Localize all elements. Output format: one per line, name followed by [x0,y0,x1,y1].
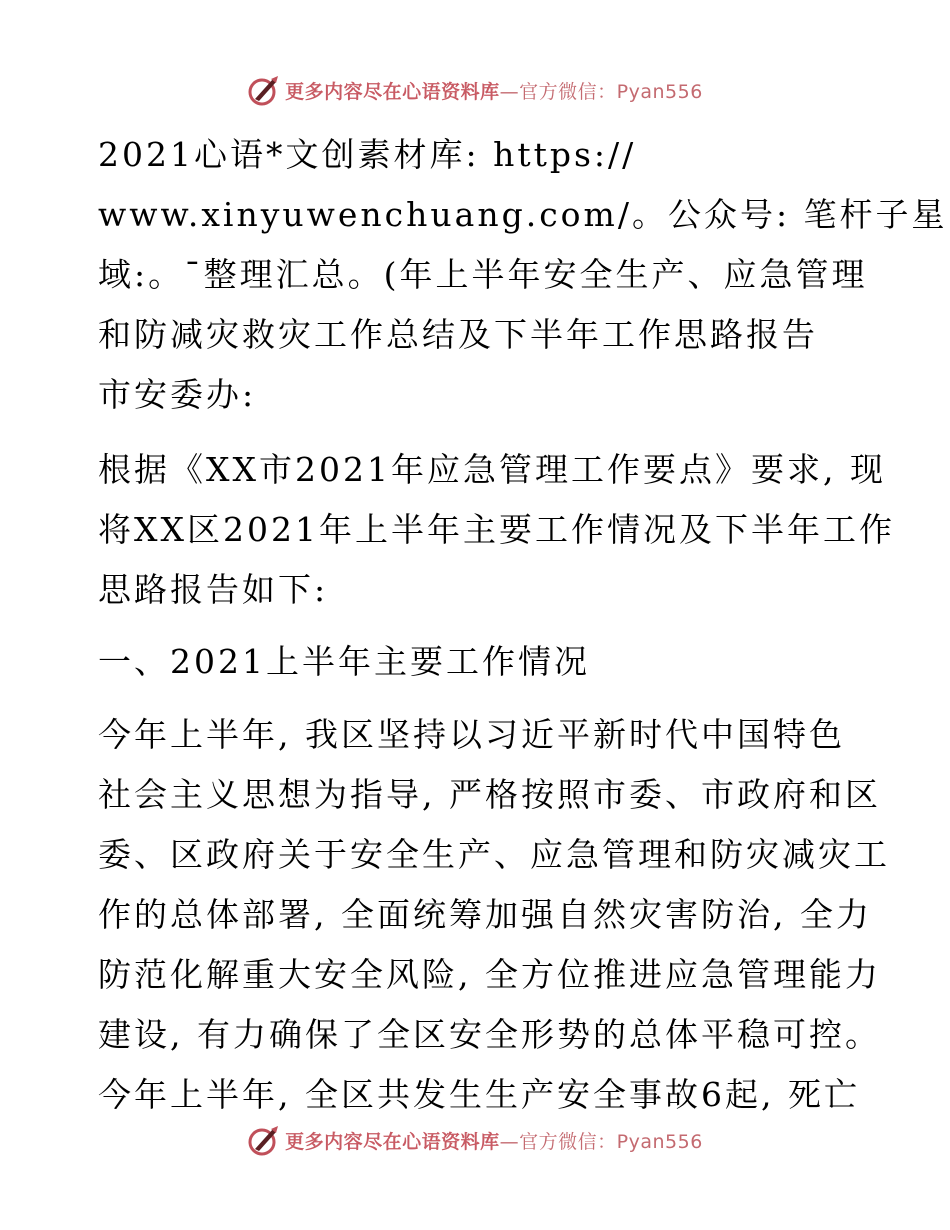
text-line: 今年上半年, 全区共发生生产安全事故6起, 死亡 [98,1075,860,1114]
text-line: 委、区政府关于安全生产、应急管理和防灾减灾工 [98,835,890,874]
addressee-line [98,365,858,425]
quill-pen-logo-icon [247,1123,281,1157]
section-heading-1 [98,632,858,692]
text-line: 市安委办: [98,375,257,414]
paragraph-1 [98,440,895,620]
text-line: 今年上半年, 我区坚持以习近平新时代中国特色 [98,715,845,754]
text-line: 作的总体部署, 全面统筹加强自然灾害防治, 全力 [98,895,872,934]
text-line: www.xinyuwenchuang.com/。公众号: 笔杆子星 [98,195,948,234]
text-line: 2021心语*文创素材库: https:// [98,135,637,174]
text-line: 将XX区2021年上半年主要工作情况及下半年工作 [98,510,895,549]
watermark-text: 更多内容尽在心语资料库—官方微信：Pyan556 [285,1130,703,1153]
paragraph-2 [98,705,890,1125]
text-line: 建设, 有力确保了全区安全形势的总体平稳可控。 [98,1015,881,1054]
text-line: 防范化解重大安全风险, 全方位推进应急管理能力 [98,955,881,994]
text-line: 社会主义思想为指导, 严格按照市委、市政府和区 [98,775,881,814]
watermark-banner-top [0,70,950,110]
text-line: 思路报告如下: [98,570,329,609]
text-line: 和防减灾救灾工作总结及下半年工作思路报告 [98,315,818,354]
text-line: 根据《XX市2021年应急管理工作要点》要求, 现 [98,450,886,489]
text-line: 域:。¯整理汇总。(年上半年安全生产、应急管理 [98,255,868,294]
intro-paragraph [98,125,948,365]
watermark-text: 更多内容尽在心语资料库—官方微信：Pyan556 [285,80,703,103]
watermark-banner-bottom [0,1120,950,1160]
quill-pen-logo-icon [247,73,281,107]
text-line: 一、2021上半年主要工作情况 [98,642,590,681]
